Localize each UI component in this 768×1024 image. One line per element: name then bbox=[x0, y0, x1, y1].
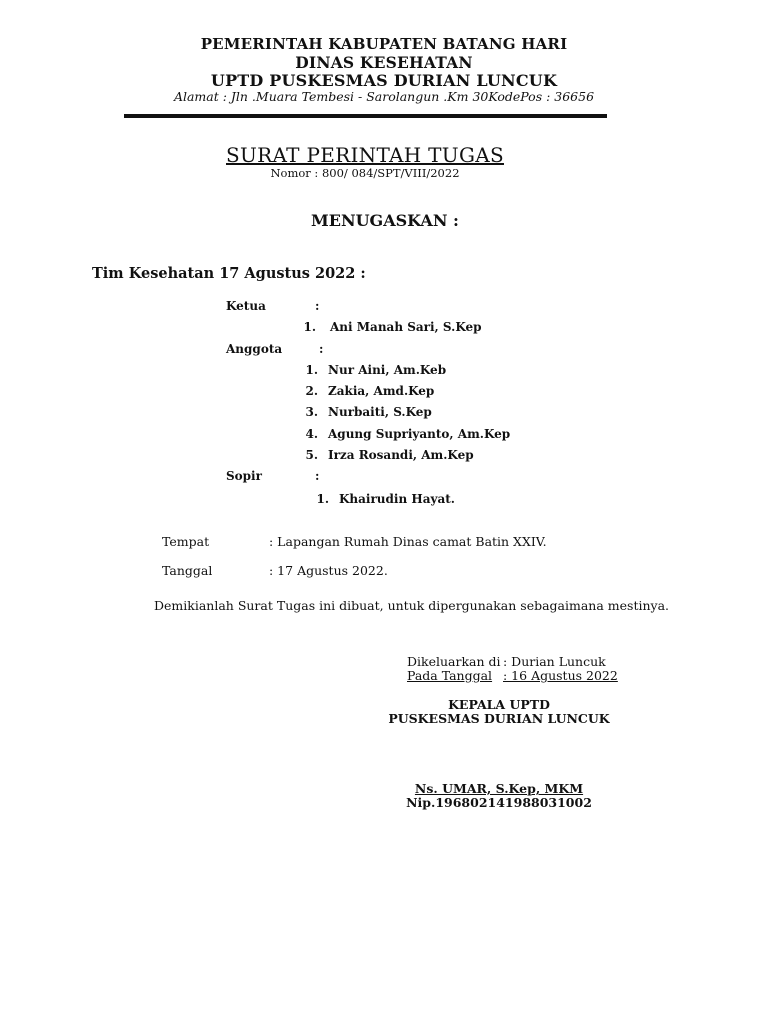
tempat-value: : Lapangan Rumah Dinas camat Batin XXIV. bbox=[269, 534, 547, 549]
role-sopir-colon: : bbox=[315, 469, 320, 483]
letterhead-agency: DINAS KESEHATAN bbox=[295, 53, 473, 72]
ketua-number: 1. bbox=[303, 320, 316, 334]
anggota-name: Irza Rosandi, Am.Kep bbox=[328, 448, 474, 462]
tanggal-label: Tanggal bbox=[162, 563, 213, 578]
anggota-number: 2. bbox=[305, 384, 318, 398]
issued-date-value: : 16 Agustus 2022 bbox=[503, 668, 618, 683]
role-ketua-colon: : bbox=[315, 299, 320, 313]
signatory-nip: Nip.196802141988031002 bbox=[406, 795, 592, 810]
document-number: Nomor : 800/ 084/SPT/VIII/2022 bbox=[270, 166, 460, 180]
sopir-name: Khairudin Hayat. bbox=[339, 492, 455, 506]
letterhead-unit: UPTD PUSKESMAS DURIAN LUNCUK bbox=[210, 71, 558, 90]
sopir-number: 1. bbox=[316, 492, 329, 506]
issued-place-value: : Durian Luncuk bbox=[503, 654, 606, 669]
anggota-number: 5. bbox=[305, 448, 318, 462]
anggota-name: Zakia, Amd.Kep bbox=[328, 384, 435, 398]
closing-statement: Demikianlah Surat Tugas ini dibuat, untuk dipergunakan sebagaimana mestinya. bbox=[154, 598, 670, 613]
tempat-label: Tempat bbox=[162, 534, 210, 549]
issued-date-label: Pada Tanggal bbox=[407, 668, 493, 683]
anggota-name: Agung Supriyanto, Am.Kep bbox=[328, 427, 511, 441]
team-title: Tim Kesehatan 17 Agustus 2022 : bbox=[92, 265, 366, 282]
anggota-number: 3. bbox=[305, 405, 318, 419]
tanggal-value: : 17 Agustus 2022. bbox=[269, 563, 388, 578]
issued-place-label: Dikeluarkan di bbox=[407, 654, 501, 669]
document-heading: MENUGASKAN : bbox=[311, 211, 459, 230]
signatory-title: KEPALA UPTD bbox=[448, 697, 550, 712]
signatory-name: Ns. UMAR, S.Kep, MKM bbox=[414, 781, 584, 796]
letterhead-divider bbox=[124, 114, 607, 118]
anggota-number: 1. bbox=[305, 363, 318, 377]
anggota-name: Nur Aini, Am.Keb bbox=[328, 363, 447, 377]
role-ketua-label: Ketua bbox=[226, 299, 266, 313]
letterhead-address: Alamat : Jln .Muara Tembesi - Sarolangun .Km 30KodePos : 36656 bbox=[173, 89, 595, 104]
anggota-name: Nurbaiti, S.Kep bbox=[328, 405, 432, 419]
ketua-name: Ani Manah Sari, S.Kep bbox=[330, 320, 482, 334]
role-anggota-label: Anggota bbox=[226, 342, 283, 356]
document-title: SURAT PERINTAH TUGAS bbox=[226, 143, 504, 167]
role-sopir-label: Sopir bbox=[226, 469, 262, 483]
role-anggota-colon: : bbox=[319, 342, 324, 356]
signatory-office: PUSKESMAS DURIAN LUNCUK bbox=[388, 711, 610, 726]
anggota-number: 4. bbox=[305, 427, 318, 441]
letterhead-government: PEMERINTAH KABUPATEN BATANG HARI bbox=[200, 35, 568, 53]
